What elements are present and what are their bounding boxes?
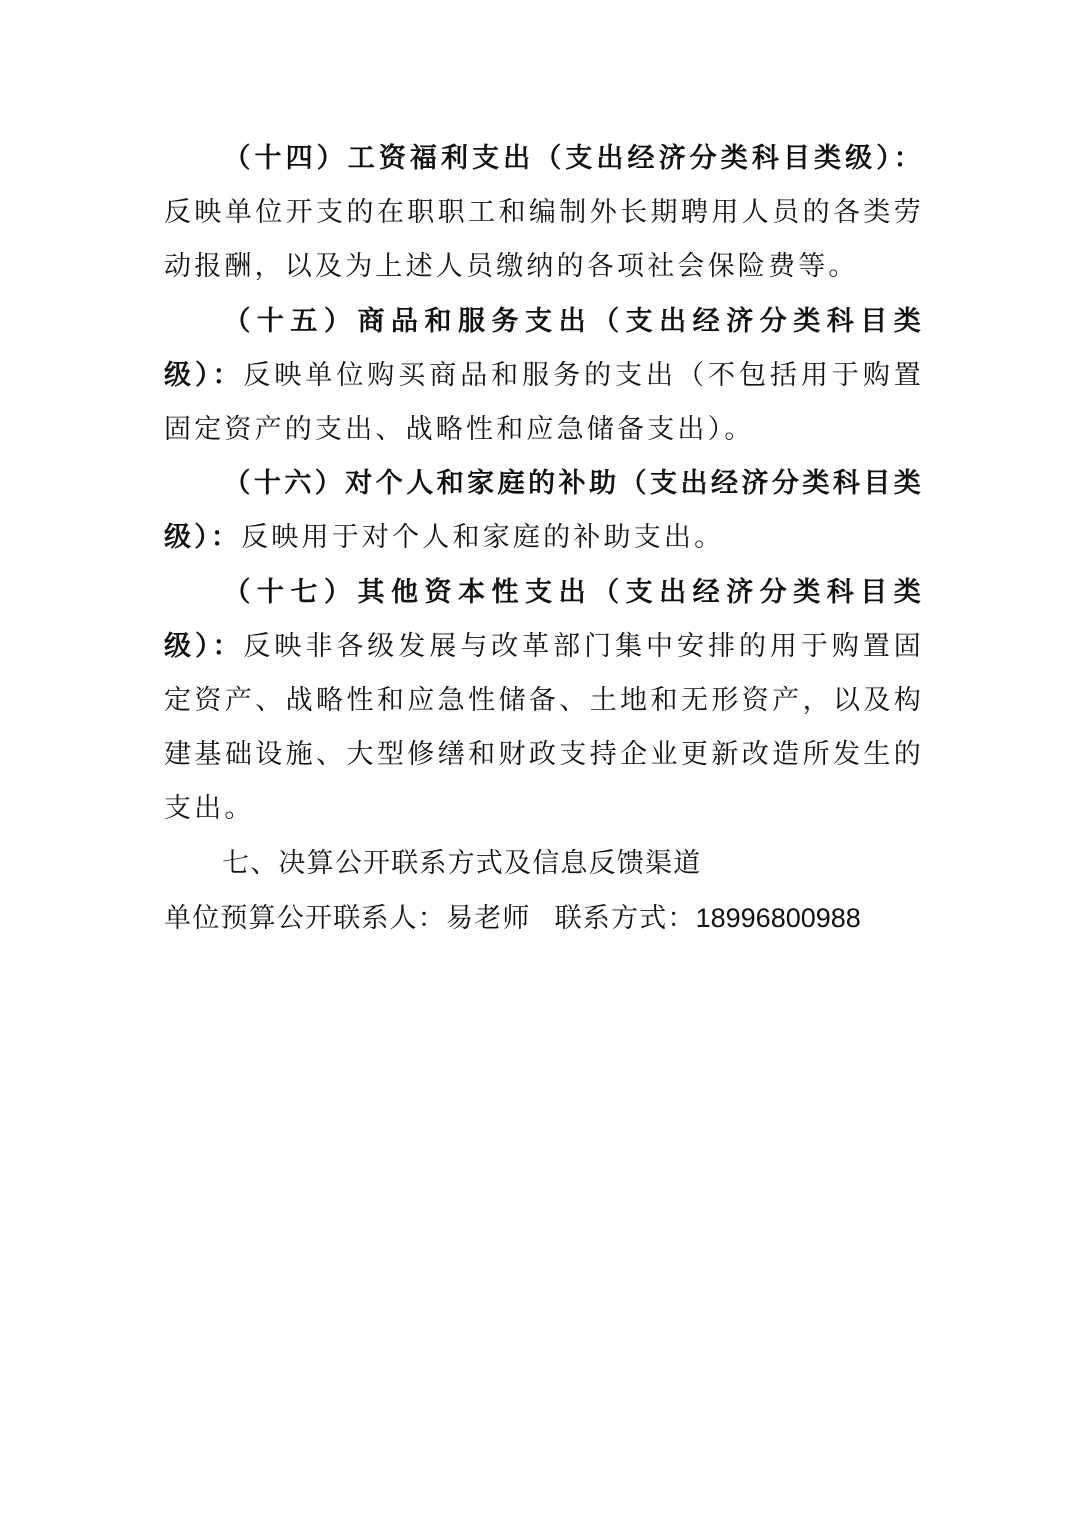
paragraph-subsidies <box>164 457 924 565</box>
paragraph-other-capital <box>164 566 924 837</box>
paragraph-body: 反映单位开支的在职职工和编制外长期聘用人员的各类劳动报酬，以及为上述人员缴纳的各项社会保险费等。 <box>164 197 924 283</box>
document-content <box>164 132 924 946</box>
paragraph-heading: （十五）商品和服务支出（支出经济分类科目类级）： <box>164 305 924 391</box>
contact-line <box>164 891 924 946</box>
contact-phone-label: 联系方式： <box>554 902 696 934</box>
paragraph-wage-welfare <box>164 132 924 295</box>
paragraph-body: 反映用于对个人和家庭的补助支出。 <box>241 522 725 554</box>
paragraph-goods-services <box>164 295 924 458</box>
section-title: 七、决算公开联系方式及信息反馈渠道 <box>222 847 702 879</box>
paragraph-heading: （十七）其他资本性支出（支出经济分类科目类级）： <box>164 576 924 662</box>
contact-person-label: 单位预算公开联系人： <box>164 902 446 934</box>
contact-person-name: 易老师 <box>446 902 531 934</box>
paragraph-heading: （十六）对个人和家庭的补助（支出经济分类科目类级）： <box>164 468 924 554</box>
paragraph-heading: （十四）工资福利支出（支出经济分类科目类级）： <box>223 143 924 174</box>
paragraph-body: 反映非各级发展与改革部门集中安排的用于购置固定资产、战略性和应急性储备、土地和无形资产，以及构建基础设施、大型修缮和财政支持企业更新改造所发生的支出。 <box>164 630 924 825</box>
contact-phone-number: 18996800988 <box>695 902 861 933</box>
paragraph-body: 反映单位购买商品和服务的支出（不包括用于购置固定资产的支出、战略性和应急储备支出）。 <box>164 359 924 446</box>
